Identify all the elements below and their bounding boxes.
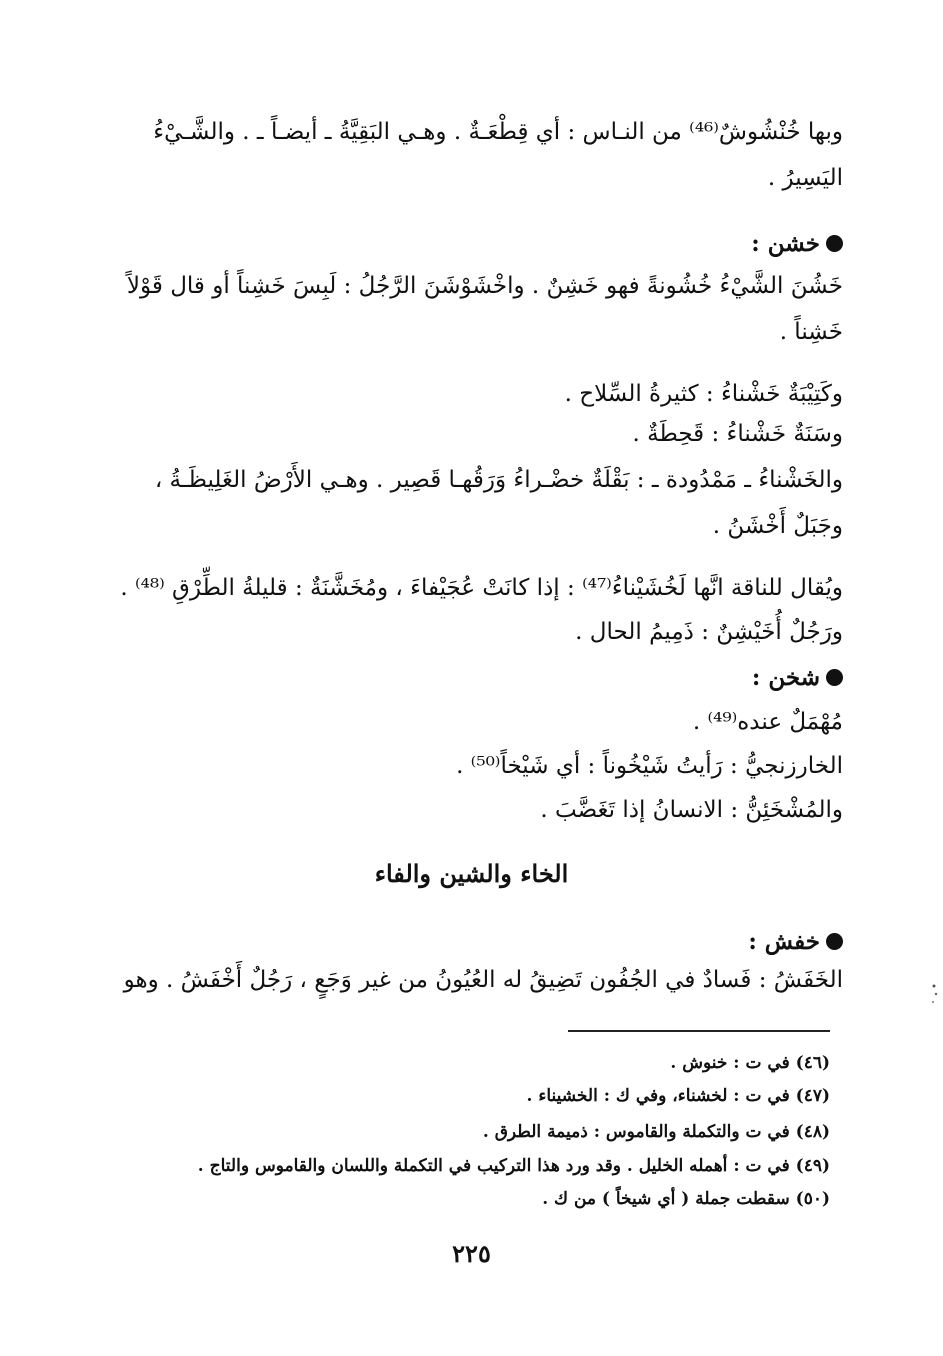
- footnote: (٤٩) في ت : أهمله الخليل . وقد ورد هذا التركيب في التكملة واللسان والقاموس والتاج .: [197, 1156, 830, 1176]
- entry-heading-khfsh: [100, 924, 843, 960]
- entry-heading-label: خشن :: [751, 230, 820, 257]
- page-number: ٢٢٥: [452, 1239, 491, 1268]
- section-heading: الخاء والشين والفاء: [374, 859, 569, 888]
- text-line: وكَتِيْبَةٌ خَشْناءُ : كثيرةُ السِّلاح .: [564, 381, 843, 407]
- footnote: (٤٦) في ت : خنوش .: [670, 1053, 830, 1073]
- entry-heading-shkhn: [100, 660, 843, 696]
- text-line: خَشُنَ الشَّيْءُ خُشُونةً فهو خَشِنٌ . واخْشَوْشَنَ الرَّجُلُ : لَبِسَ خَشِناً أو قال قَوْلاً: [126, 273, 843, 299]
- footnote: (٤٧) في ت : لخشناء، وفي ك : الخشيناء .: [526, 1086, 830, 1106]
- text-line: ويُقال للناقة انَّها لَخُشَيْناءُ⁽⁴⁷⁾ : إذا كانَتْ عُجَيْفاءَ ، ومُخَشَّنَةٌ : قليلةُ الطِّرْقِ ⁽⁴⁸⁾ .: [120, 575, 843, 601]
- footnote: (٥٠) سقطت جملة ( أي شيخاً ) من ك .: [542, 1189, 830, 1209]
- bullet-icon: [826, 669, 843, 686]
- entry-heading-label: شخن :: [751, 664, 820, 691]
- paragraph-khanshush: [100, 114, 843, 150]
- footnote-divider: [568, 1030, 830, 1032]
- bullet-icon: [826, 235, 843, 252]
- text-line: مُهْمَلٌ عنده⁽⁴⁹⁾ .: [692, 709, 843, 735]
- text-line: وسَنَةٌ خَشْناءُ : قَحِطَةٌ .: [632, 421, 843, 447]
- text-line: اليَسِيرُ .: [767, 165, 843, 191]
- scan-artifact: [925, 980, 943, 1010]
- text-line: والمُشْخَئِنُّ : الانسانُ إذا تَغَضَّبَ .: [540, 797, 843, 823]
- footnote: (٤٨) في ت والتكملة والقاموس : ذميمة الطرق .: [482, 1122, 830, 1142]
- entry-heading-khshn: [100, 226, 843, 262]
- text-line: وبها خُنْشُوشٌ⁽⁴⁶⁾ من النـاس : أي قِطْعَـةٌ . وهـي البَقِيَّةُ ـ أيضـاً ـ . والشَّـيْءُ: [153, 119, 843, 145]
- entry-heading-label: خفش :: [748, 928, 820, 955]
- text-line: والخَشْناءُ ـ مَمْدُودة ـ : بَقْلَةٌ خضْـراءُ وَرَقُهـا قَصِير . وهـي الأَرْضُ الغَلِيظَـةُ ،: [154, 467, 843, 493]
- text-line: الخارزنجيُّ : رَأيتُ شَيْخُوناً : أي شَيْخاً⁽⁵⁰⁾ .: [456, 753, 843, 779]
- bullet-icon: [826, 933, 843, 950]
- text-line: وجَبَلٌ أَخْشَنُ .: [712, 513, 843, 539]
- text-line: الخَفَشُ : فَسادٌ في الجُفُون تَضِيقُ له العُيُونُ من غير وَجَعٍ ، رَجُلٌ أَخْفَشُ . وهو: [123, 967, 843, 993]
- text-line: خَشِناً .: [779, 319, 843, 345]
- text-line: ورَجُلٌ أُخَيْشِنٌ : ذَمِيمُ الحال .: [575, 619, 843, 645]
